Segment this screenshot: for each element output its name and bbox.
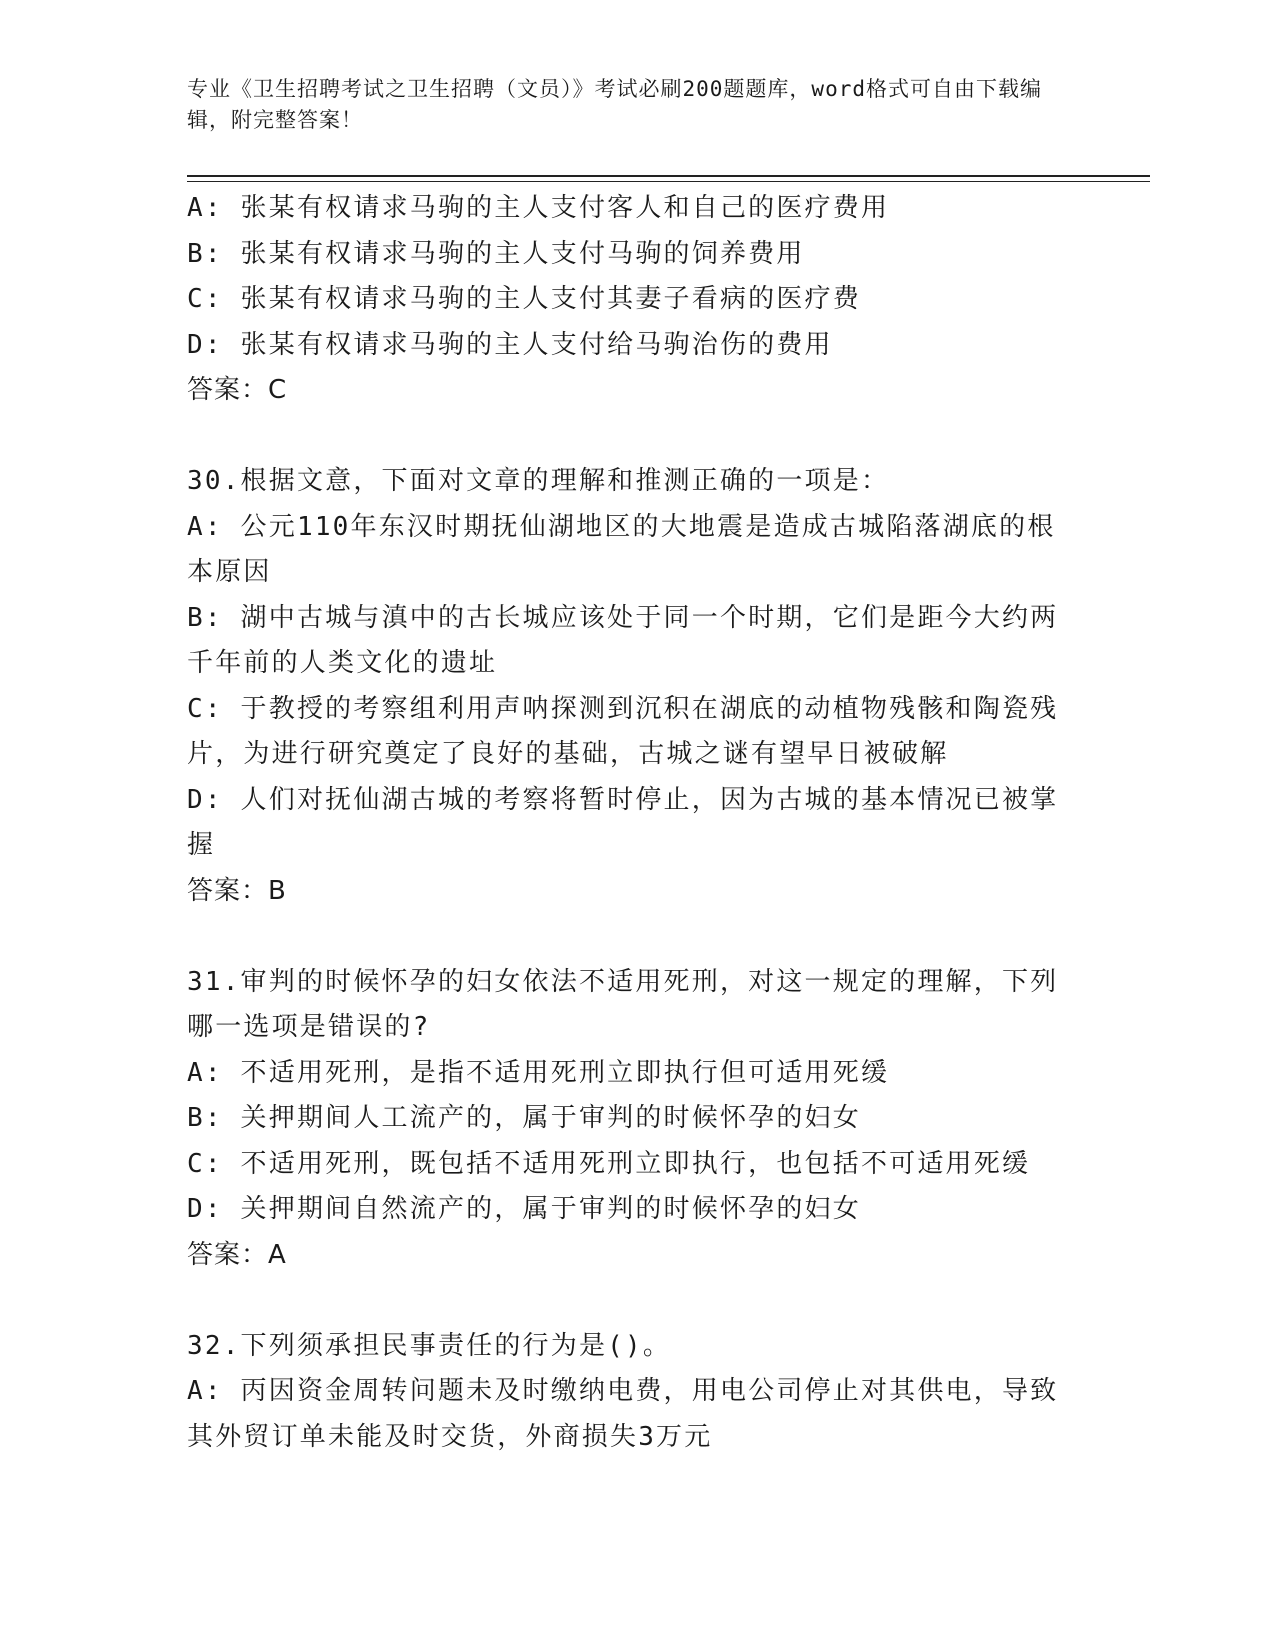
option-line: 千年前的人类文化的遗址: [187, 648, 498, 678]
option-line: A: 张某有权请求马驹的主人支付客人和自己的医疗费用: [187, 193, 890, 223]
option-line: A: 丙因资金周转问题未及时缴纳电费，用电公司停止对其供电，导致: [187, 1376, 1059, 1406]
header-rule-thick: [187, 175, 1150, 177]
header-rule-thin: [187, 181, 1150, 182]
answer-line: 答案：A: [187, 1239, 287, 1270]
option-line: 其外贸订单未能及时交货，外商损失3万元: [187, 1421, 713, 1452]
option-line: A: 公元110年东汉时期抚仙湖地区的大地震是造成古城陷落湖底的根: [187, 511, 1056, 542]
option-line: 片，为进行研究奠定了良好的基础，古城之谜有望早日被破解: [187, 739, 949, 769]
question-line: 30.根据文意，下面对文章的理解和推测正确的一项是：: [187, 466, 890, 496]
option-line: D: 关押期间自然流产的，属于审判的时候怀孕的妇女: [187, 1194, 861, 1224]
spacer: [187, 914, 1087, 960]
option-line: C: 不适用死刑，既包括不适用死刑立即执行，也包括不可适用死缓: [187, 1148, 1031, 1179]
spacer: [187, 414, 1087, 460]
option-line: B: 关押期间人工流产的，属于审判的时候怀孕的妇女: [187, 1103, 861, 1133]
question-line: 哪一选项是错误的?: [187, 1012, 431, 1042]
answer-line: 答案：B: [187, 875, 287, 906]
option-line: D: 张某有权请求马驹的主人支付给马驹治伤的费用: [187, 329, 833, 360]
option-line: C: 张某有权请求马驹的主人支付其妻子看病的医疗费: [187, 284, 861, 314]
document-header: 专业《卫生招聘考试之卫生招聘（文员）》考试必刷200题题库，word格式可自由下载编辑，附完整答案！: [187, 77, 1042, 132]
question-line: 31.审判的时候怀孕的妇女依法不适用死刑，对这一规定的理解，下列: [187, 966, 1059, 997]
spacer: [187, 1278, 1087, 1324]
option-line: D: 人们对抚仙湖古城的考察将暂时停止，因为古城的基本情况已被掌: [187, 784, 1059, 815]
option-line: 本原因: [187, 557, 272, 587]
option-line: C: 于教授的考察组利用声呐探测到沉积在湖底的动植物残骸和陶瓷残: [187, 693, 1059, 724]
option-line: B: 湖中古城与滇中的古长城应该处于同一个时期，它们是距今大约两: [187, 602, 1059, 633]
question-line: 32.下列须承担民事责任的行为是()。: [187, 1330, 672, 1361]
option-line: B: 张某有权请求马驹的主人支付马驹的饲养费用: [187, 238, 805, 269]
option-line: A: 不适用死刑，是指不适用死刑立即执行但可适用死缓: [187, 1057, 890, 1088]
option-line: 握: [187, 830, 216, 860]
question-content: [187, 186, 1087, 1460]
answer-line: 答案：C: [187, 375, 288, 405]
